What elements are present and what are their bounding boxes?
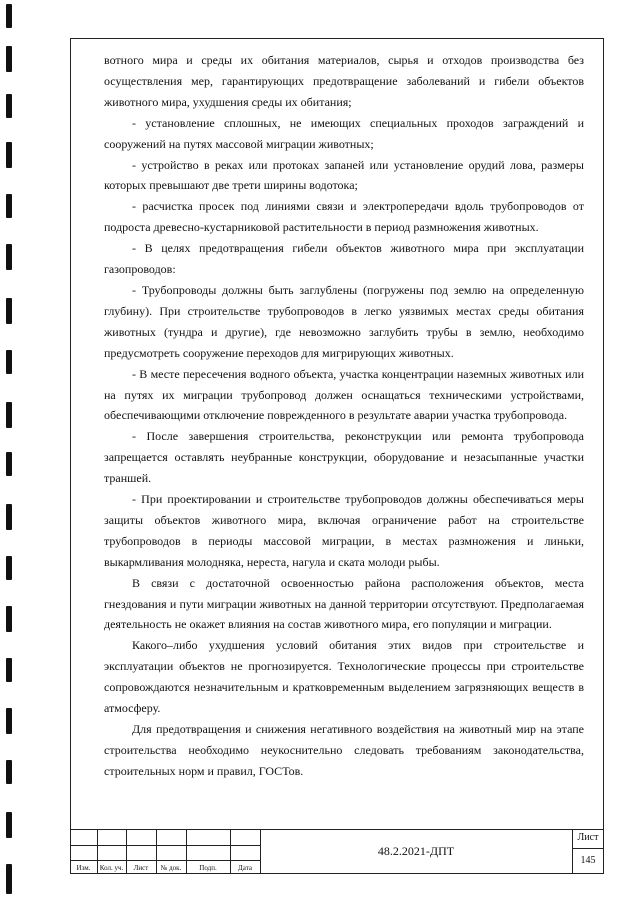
paragraph: - устройство в реках или протоках запаней или установление орудий лова, размеры которых превышают две трети ширины водотока; [104,157,584,193]
paragraph: вотного мира и среды их обитания материалов, сырья и отходов производства без осуществления мер, гарантирующих предотвращение заболеваний и гибели объектов животного мира, ухудшения среды их обитания; [104,53,584,109]
binding-mark [6,606,12,632]
grid-line [70,845,260,846]
binding-mark [6,350,12,374]
binding-mark [6,244,12,270]
paragraph: - После завершения строительства, реконструкции или ремонта трубопровода запрещается оставлять неубранные конструкции, оборудование и незасыпанные участки траншей. [104,429,584,486]
paragraph: - При проектировании и строительстве трубопроводов должны обеспечиваться меры защиты объектов животного мира, включая ограничение работ на строительстве трубопроводов в периоды массовой миграции, в местах размножения и линьки, выкармливания молодняка, нереста, нагула и ската молоди рыбы. [104,492,584,569]
column-label-list: Лист [133,864,149,872]
binding-mark [6,4,12,28]
binding-mark [6,94,12,118]
grid-line [572,848,604,849]
paragraph: - Трубопроводы должны быть заглублены (погружены под землю на определенную глубину). При строительстве трубопроводов в легко уязвимых местах среды обитания животных (тундра и другие), где невозможно заглубить трубы в землю, необходимо предусмотреть сооружение переходов для мигрирующих животных. [104,282,584,360]
binding-mark [6,812,12,838]
binding-marks [0,0,40,905]
paragraph: Какого–либо ухудшения условий обитания этих видов при строительстве и эксплуатации объектов не прогнозируется. Технологические процессы при строительстве сопровождаются незначительным и кратковременным выделением загрязняющих веществ в атмосферу. [104,638,584,716]
binding-mark [6,46,12,72]
paragraph: - В месте пересечения водного объекта, участка концентрации наземных животных или на путях их миграции трубопровод должен оснащаться техническими устройствами, обеспечивающими отключение поврежденного в результате аварии участка трубопровода. [104,366,584,423]
paragraph: - расчистка просек под линиями связи и электропередачи вдоль трубопроводов от подроста древесно-кустарниковой растительности в период размножения животных. [104,199,584,235]
paragraph: - В целях предотвращения гибели объектов животного мира при эксплуатации газопроводов: [104,241,584,277]
paragraph: Для предотвращения и снижения негативного воздействия на животный мир на этапе строительства необходимо неукоснительно следовать требованиям законодательства, строительных норм и правил, ГОСТов. [104,722,584,778]
binding-mark [6,708,12,734]
binding-mark [6,142,12,168]
binding-mark [6,194,12,218]
paragraph: В связи с достаточной освоенностью района расположения объектов, места гнездования и пути миграции животных на данной территории отсутствуют. Предполагаемая деятельность не окажет влияния на состав животного мира, его популяции и миграции. [104,575,584,632]
binding-mark [6,658,12,682]
document-body [104,50,584,782]
binding-mark [6,556,12,580]
column-label-doc-no: № док. [160,864,182,872]
binding-mark [6,864,12,894]
binding-mark [6,402,12,428]
column-label-izm: Изм. [76,864,91,872]
binding-mark [6,760,12,784]
binding-mark [6,504,12,530]
title-block [70,829,604,874]
sheet-label: Лист [577,832,599,843]
binding-mark [6,298,12,324]
column-label-kol-uch: Кол. уч. [99,864,124,872]
grid-line [70,860,260,861]
paragraph: - установление сплошных, не имеющих специальных проходов заграждений и сооружений на путях массовой миграции животных; [104,115,584,151]
column-label-podp: Подп. [199,864,217,872]
binding-mark [6,452,12,476]
sheet-number: 145 [580,855,596,866]
column-label-data: Дата [238,864,252,872]
document-code: 48.2.2021-ДПТ [377,844,455,858]
